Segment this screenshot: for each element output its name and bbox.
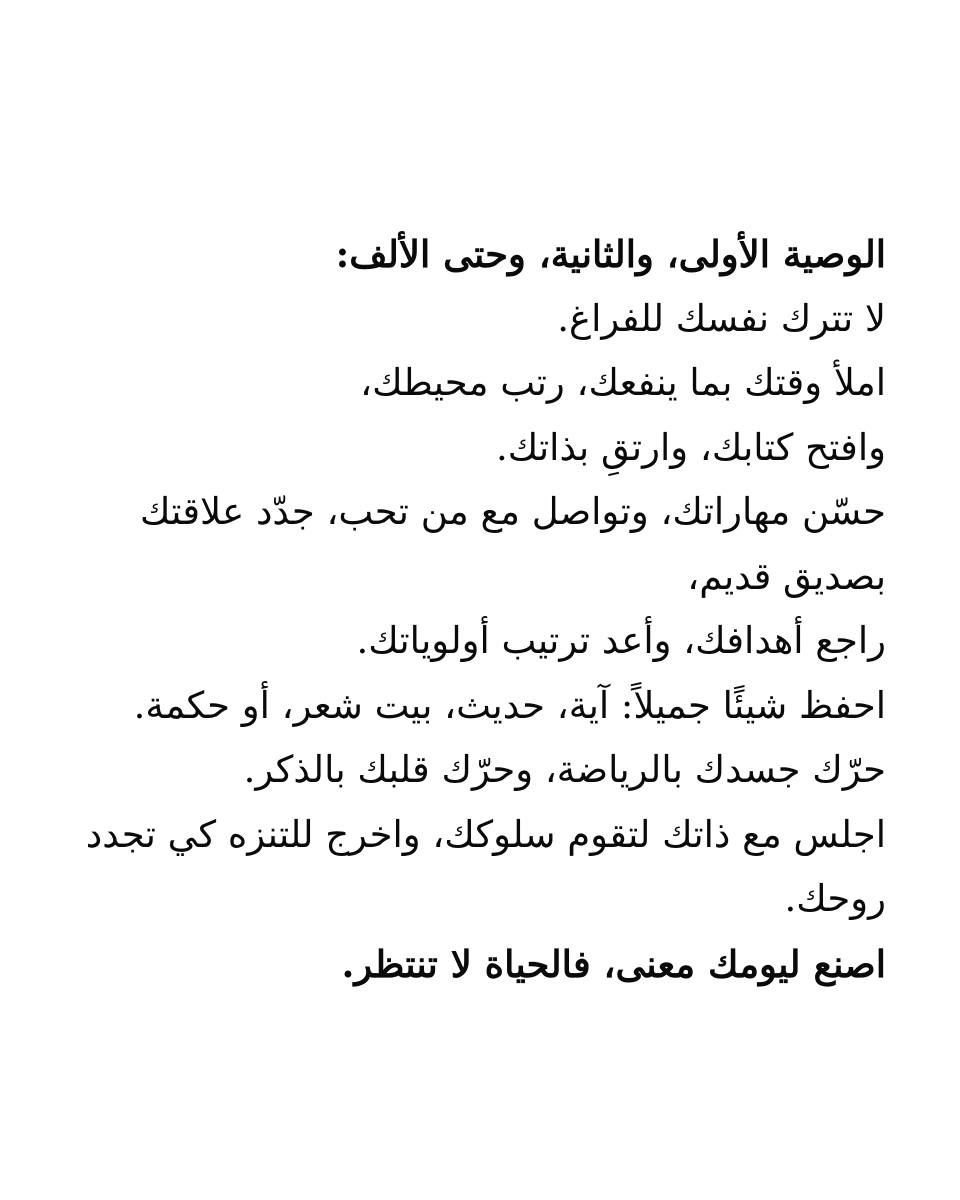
text-line: لا تترك نفسك للفراغ. <box>557 296 886 340</box>
text-line: احفظ شيئًا جميلاً: آية، حديث، بيت شعر، أو حكمة. <box>133 683 886 727</box>
text-block <box>70 222 886 996</box>
text-line: حرّك جسدك بالرياضة، وحرّك قلبك بالذكر. <box>243 748 886 791</box>
text-line: املأ وقتك بما ينفعك، رتب محيطك، <box>360 361 886 404</box>
text-line: اجلس مع ذاتك لتقوم سلوكك، واخرج للتنزه كي تجدد <box>85 812 886 856</box>
text-line: حسّن مهاراتك، وتواصل مع من تحب، جدّد علاقتك <box>140 490 886 533</box>
closing-line: اصنع ليومك معنى، فالحياة لا تنتظر. <box>341 941 886 986</box>
text-line: روحك. <box>784 877 886 920</box>
text-line: بصديق قديم، <box>687 554 886 598</box>
text-line: وافتح كتابك، وارتقِ بذاتك. <box>495 425 886 469</box>
heading: الوصية الأولى، والثانية، وحتى الألف: <box>335 232 886 276</box>
text-line: راجع أهدافك، وأعد ترتيب أولوياتك. <box>356 619 886 662</box>
